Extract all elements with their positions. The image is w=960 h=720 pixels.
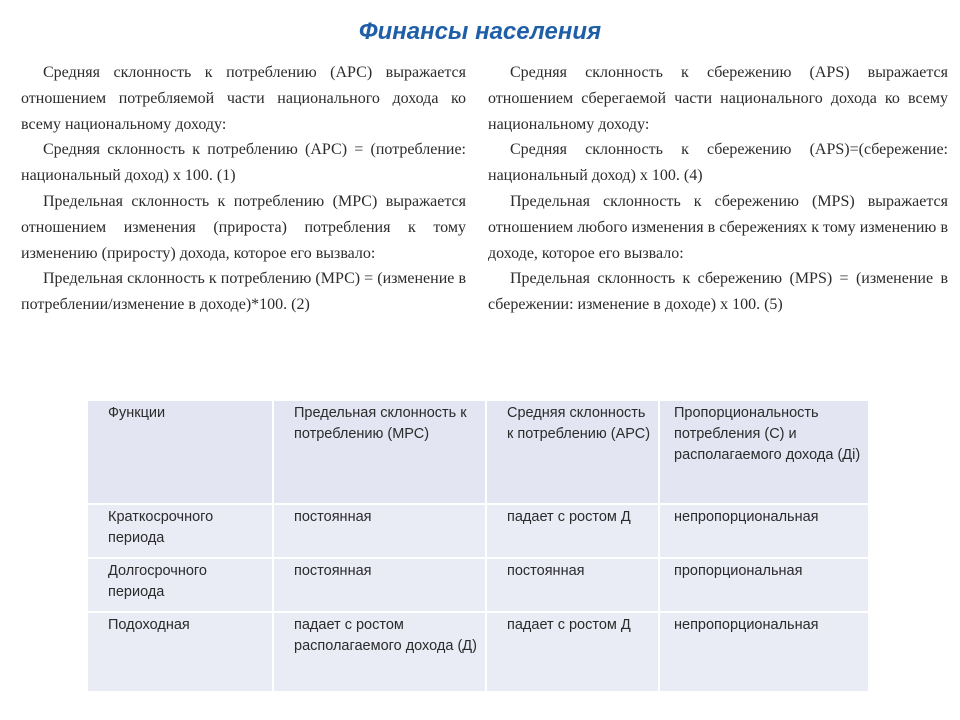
table-header-cell: Средняя склонность к потреблению (АРС) [487, 401, 660, 505]
left-text-column [21, 60, 466, 318]
table-cell: Краткосрочного периода [88, 505, 274, 559]
table-header-cell: Функции [88, 401, 274, 505]
mpc-definition: Предельная склонность к потреблению (МРС) выражается отношением изменения (прироста) потребления к тому изменению (приросту) дохода, которое его вызвало: [21, 192, 466, 262]
table-cell: падает с ростом Д [487, 505, 660, 559]
table-cell: непропорциональная [660, 613, 870, 693]
table-row [88, 613, 870, 693]
consumption-functions-table [88, 401, 870, 693]
mps-definition: Предельная склонность к сбережению (MPS) выражается отношением любого изменения в сбережениях к тому изменению в доходе, которое его вызвало: [488, 192, 948, 262]
table-cell: Долгосрочного периода [88, 559, 274, 613]
apc-definition: Средняя склонность к потреблению (АРС) выражается отношением потребляемой части национального дохода ко всему национальному доходу: [21, 64, 466, 133]
mpc-formula: Предельная склонность к потреблению (МРС) = (изменение в потреблении/изменение в доходе)*100. (2) [21, 270, 466, 314]
table-cell: непропорциональная [660, 505, 870, 559]
aps-definition: Средняя склонность к сбережению (APS) выражается отношением сберегаемой части национального дохода ко всему национальному доходу: [488, 64, 948, 133]
table-cell: пропорциональная [660, 559, 870, 613]
table-cell: постоянная [274, 559, 487, 613]
table-row [88, 559, 870, 613]
aps-formula: Средняя склонность к сбережению (APS)=(сбережение: национальный доход) х 100. (4) [488, 141, 948, 185]
table-cell: постоянная [274, 505, 487, 559]
table-header-cell: Пропорциональность потребления (С) и располагаемого дохода (Ді) [660, 401, 870, 505]
apc-formula: Средняя склонность к потреблению (АРС) = (потребление: национальный доход) х 100. (1) [21, 141, 466, 185]
table-row [88, 505, 870, 559]
table-cell: Подоходная [88, 613, 274, 693]
table-header-cell: Предельная склонность к потреблению (МРС) [274, 401, 487, 505]
table-header-row [88, 401, 870, 505]
right-text-column [488, 60, 948, 318]
table-cell: падает с ростом Д [487, 613, 660, 693]
page-title: Финансы населения [358, 18, 602, 45]
table-cell: постоянная [487, 559, 660, 613]
table-cell: падает с ростом располагаемого дохода (Д) [274, 613, 487, 693]
mps-formula: Предельная склонность к сбережению (MPS) = (изменение в сбережении: изменение в доходе) х 100. (5) [488, 270, 948, 314]
